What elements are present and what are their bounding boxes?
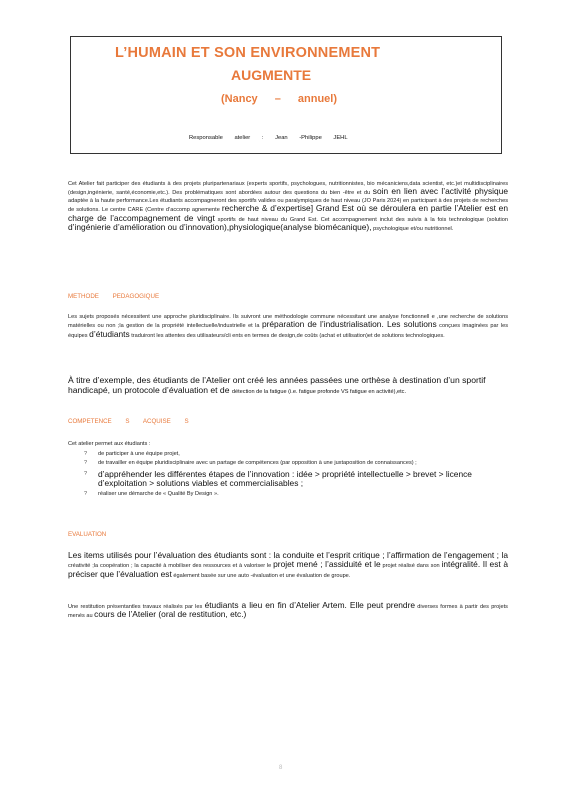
workshop-responsible: Responsable atelier : Jean -Philippe JEHL [189,135,348,141]
bullet-mark: ? [84,460,88,467]
competences-intro: Cet atelier permet aux étudiants : [68,441,151,447]
restitution-text-1: Une restitution présentantles travaux réalisés par les [68,604,203,610]
list-item: ? de participer à une équipe projet, [84,451,180,457]
restitution-emphasis-1: étudiants a lieu en fin d’Atelier Artem. Elle peut prendre [204,600,416,610]
document-title: L’HUMAIN ET SON ENVIRONNEMENT [115,45,381,61]
list-item: ? d’appréhender les différentes étapes de l’innovation : idée > propriété intellectuelle > brevet > licence d’exploitation > solutions viables et commercialisables ; [84,468,472,489]
evaluation-text-2: créativité ;la coopération ; la capacité à mobiliser des ressources et à valoriser le [68,563,272,570]
evaluation-heading: EVALUATION [68,531,107,538]
methode-heading: METHODE PEDAGOGIQUE [68,293,160,300]
intro-text-4: psychologique et/ou nutritionnel. [373,226,454,233]
competences-heading: COMPETENCE S ACQUISE S [68,418,189,425]
evaluation-paragraph [68,552,508,580]
bullet-mark: ? [84,491,88,497]
evaluation-emphasis-1: Les items utilisés pour l’évaluation des étudiants sont : la conduite et l’esprit critique ; l’affirmation de l’engagement ; la [68,550,508,560]
intro-emphasis-2: recherche & d’expertise] Grand Est où se déroulera en partie l’Atelier est en charge de l’accompagnement de vingt [68,203,508,223]
restitution-paragraph [68,602,508,621]
methode-text-3: traduiront les attentes des utilisateurs/cli ents en termes de design,de coûts (achat et utilisation)et de solutions technologiques. [131,332,445,339]
location-frequency: (Nancy – annuel) [221,93,338,105]
bullet-mark: ? [84,470,88,477]
list-item: ? réaliser une démarche de « Qualité By Design ». [84,491,219,497]
example-text-small: détection de la fatigue (i.e. fatigue profonde VS fatigue en activité),etc. [231,389,407,395]
methode-emphasis-2: d’étudiants [89,328,130,339]
restitution-emphasis-2: cours de l’Atelier (oral de restitution, etc.) [94,609,247,620]
methode-paragraph [68,314,508,340]
methode-text-2: conçues imaginées par les équipes [68,323,508,339]
document-subtitle: AUGMENTE [231,67,312,83]
intro-text-2: adaptée à la haute performance.Les étudiants accompagneront des sportifs valides ou paralympiques de haut niveau (JO Paris 2024) en participant à des projets de recherches de solutions. Le centre CARE (Centre d’accomp agnemente [68,197,508,214]
evaluation-emphasis-2: projet mené ; l’assiduité et le [273,559,381,570]
intro-text-3: sportifs de haut niveau du Grand Est. Cet accompagnement inclut des suivis à la fois technologique (solution [217,216,508,223]
bullet-mark: ? [84,451,88,457]
list-item: ? de travailler en équipe pluridisciplinaire avec un partage de compétences (par opposition à une juxtaposition de connaissances) ; [84,460,417,467]
competences-list [84,451,514,498]
evaluation-emphasis-3: intégralité. Il est à préciser que l’évaluation est [68,559,509,579]
intro-emphasis-3: d’ingénierie d’amélioration ou d’innovation),physiologique(analyse biomécanique), [68,222,372,233]
intro-emphasis-1: soin en lien avec l’activité physique [372,186,509,197]
title-box [70,36,502,154]
methode-text-1: Les sujets proposés nécessitent une approche pluridisciplinaire. Ils suivront une méthodologie commune nécessitant une analyse fonctionnell e ,une recherche de solutions matérielles ou non ;la gestion de la propriété intellectuelle/industrielle et la [68,314,508,330]
intro-paragraph [68,181,508,233]
methode-emphasis-1: préparation de l’industrialisation. Les solutions [261,319,437,330]
evaluation-text-3: projet réalisé dans son [382,563,440,570]
evaluation-text-4: également basée sur une auto -évaluation et une évaluation de groupe. [173,572,351,579]
example-text-big: À titre d’exemple, des étudiants de l’Atelier ont créé les années passées une orthèse à destination d’un sportif handicapé, un protocole d’évaluation et de [68,375,486,395]
example-paragraph [68,375,514,397]
page-number: 8 [279,765,283,771]
intro-text-1: Cet Atelier fait participer des étudiants à des projets pluripartenariaux (experts sportifs, psychologues, nutritionnistes, bio mécaniciens,data scientist, etc.)et multidisciplinaires (design,ingénierie, santé,économie,etc.). Des problématiques sont abordées autour des questions du bien -être et du [68,181,508,197]
restitution-text-2: diverses formes à partir des projets menés au [68,604,508,620]
